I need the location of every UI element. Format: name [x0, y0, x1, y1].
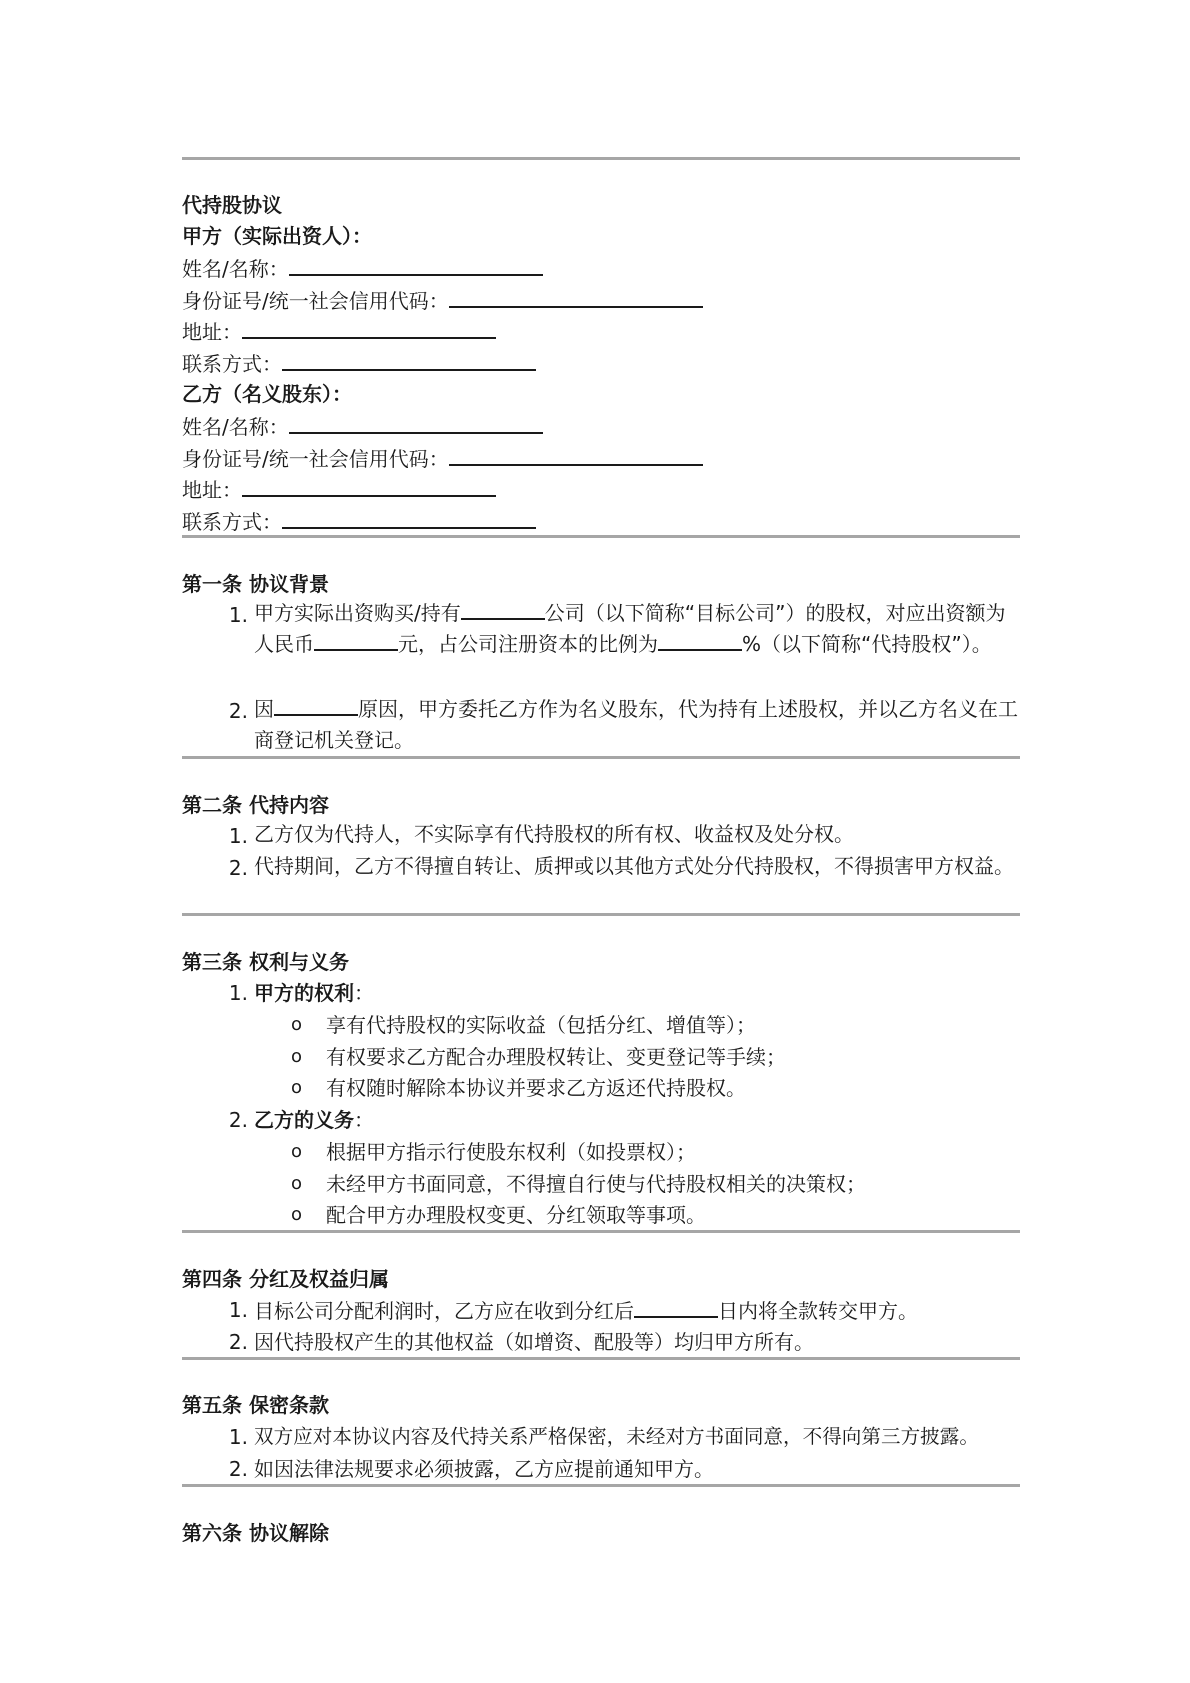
ratio-blank[interactable]: [658, 629, 742, 651]
party-b-name-label: 姓名/名称：: [182, 415, 289, 439]
bullet-marker: o: [291, 1046, 303, 1067]
party-b-id-label: 身份证号/统一社会信用代码：: [182, 447, 449, 471]
capital-amount-blank[interactable]: [314, 629, 398, 651]
party-a-address-blank[interactable]: [242, 317, 496, 339]
party-b-contact-blank[interactable]: [282, 507, 536, 529]
item-text: 公司（以下简称“目标公司”）的股权，对应出资额为人民币: [254, 601, 1006, 656]
item-text: %（以下简称“代持股权”）。: [742, 632, 992, 656]
list-number: 1.: [228, 1298, 248, 1322]
bullet-marker: o: [291, 1173, 303, 1194]
bullet-marker: o: [291, 1204, 303, 1225]
rights-item-2: 有权要求乙方配合办理股权转让、变更登记等手续；: [326, 1045, 786, 1069]
article-2-item-1: 乙方仅为代持人，不实际享有代持股权的所有权、收益权及处分权。: [254, 822, 854, 846]
party-a-rights-title: [254, 979, 374, 1007]
item-text: 目标公司分配利润时，乙方应在收到分红后: [254, 1299, 634, 1323]
item-text: 甲方实际出资购买/持有: [254, 601, 461, 625]
party-b-address-row: [182, 475, 496, 504]
article-5-heading: 第五条 保密条款: [182, 1393, 329, 1417]
article-3-heading: 第三条 权利与义务: [182, 950, 349, 974]
days-blank[interactable]: [634, 1296, 718, 1318]
party-b-obligations-title: [254, 1106, 374, 1134]
article-5-item-2: 如因法律法规要求必须披露，乙方应提前通知甲方。: [254, 1457, 714, 1481]
party-a-id-row: [182, 286, 703, 315]
doc-title: 代持股协议: [182, 193, 282, 217]
divider: [182, 535, 1020, 538]
divider: [182, 913, 1020, 916]
party-a-address-row: [182, 317, 496, 346]
party-b-contact-label: 联系方式：: [182, 510, 282, 534]
bullet-marker: o: [291, 1014, 303, 1035]
party-b-address-label: 地址：: [182, 478, 242, 502]
obligations-item-3: 配合甲方办理股权变更、分红领取等事项。: [326, 1203, 706, 1227]
divider: [182, 1357, 1020, 1360]
obligations-item-2: 未经甲方书面同意，不得擅自行使与代持股权相关的决策权；: [326, 1172, 866, 1196]
article-5-item-1: 双方应对本协议内容及代持关系严格保密，未经对方书面同意，不得向第三方披露。: [254, 1425, 979, 1448]
company-name-blank[interactable]: [461, 598, 545, 620]
article-2-heading: 第二条 代持内容: [182, 793, 329, 817]
list-number: 2.: [228, 699, 248, 723]
list-number: 1.: [228, 1425, 248, 1449]
colon: ：: [354, 981, 374, 1005]
article-4-heading: 第四条 分红及权益归属: [182, 1267, 389, 1291]
list-number: 2.: [228, 1457, 248, 1481]
divider: [182, 1484, 1020, 1487]
item-text: 原因，甲方委托乙方作为名义股东，代为持有上述股权，并以乙方名义在工商登记机关登记。: [254, 697, 1018, 752]
party-a-heading: 甲方（实际出资人）：: [182, 224, 372, 248]
list-number: 2.: [228, 856, 248, 880]
bullet-marker: o: [291, 1141, 303, 1162]
item-text: 元，占公司注册资本的比例为: [398, 632, 658, 656]
list-number: 2.: [228, 1108, 248, 1132]
party-a-contact-blank[interactable]: [282, 349, 536, 371]
rights-item-3: 有权随时解除本协议并要求乙方返还代持股权。: [326, 1076, 746, 1100]
list-number: 2.: [228, 1330, 248, 1354]
article-6-heading: 第六条 协议解除: [182, 1521, 329, 1545]
reason-blank[interactable]: [274, 694, 358, 716]
item-text: 日内将全款转交甲方。: [718, 1299, 918, 1323]
party-b-name-blank[interactable]: [289, 412, 543, 434]
article-1-item-2: [254, 694, 1020, 756]
rights-item-1: 享有代持股权的实际收益（包括分红、增值等）；: [326, 1013, 756, 1037]
article-4-item-1: [254, 1296, 918, 1325]
divider: [182, 157, 1020, 160]
bullet-marker: o: [291, 1077, 303, 1098]
party-b-contact-row: [182, 507, 536, 536]
divider: [182, 1230, 1020, 1233]
list-number: 1.: [228, 603, 248, 627]
party-b-heading: 乙方（名义股东）：: [182, 382, 352, 406]
party-a-name-label: 姓名/名称：: [182, 257, 289, 281]
colon: ：: [354, 1108, 374, 1132]
article-2-item-2: 代持期间，乙方不得擅自转让、质押或以其他方式处分代持股权，不得损害甲方权益。: [254, 854, 1014, 878]
article-1-heading: 第一条 协议背景: [182, 572, 329, 596]
article-4-item-2: 因代持股权产生的其他权益（如增资、配股等）均归甲方所有。: [254, 1330, 814, 1354]
item-text: 因: [254, 697, 274, 721]
party-a-address-label: 地址：: [182, 320, 242, 344]
obligations-item-1: 根据甲方指示行使股东权利（如投票权）；: [326, 1140, 696, 1164]
party-a-name-row: [182, 254, 543, 283]
party-b-address-blank[interactable]: [242, 475, 496, 497]
article-1-item-1: [254, 598, 1020, 660]
obligations-title-text: 乙方的义务: [254, 1108, 354, 1132]
party-b-id-row: [182, 444, 703, 473]
party-a-contact-row: [182, 349, 536, 378]
divider: [182, 756, 1020, 759]
list-number: 1.: [228, 981, 248, 1005]
party-b-name-row: [182, 412, 543, 441]
party-a-id-label: 身份证号/统一社会信用代码：: [182, 289, 449, 313]
list-number: 1.: [228, 824, 248, 848]
party-a-contact-label: 联系方式：: [182, 352, 282, 376]
party-a-name-blank[interactable]: [289, 254, 543, 276]
party-a-id-blank[interactable]: [449, 286, 703, 308]
rights-title-text: 甲方的权利: [254, 981, 354, 1005]
party-b-id-blank[interactable]: [449, 444, 703, 466]
